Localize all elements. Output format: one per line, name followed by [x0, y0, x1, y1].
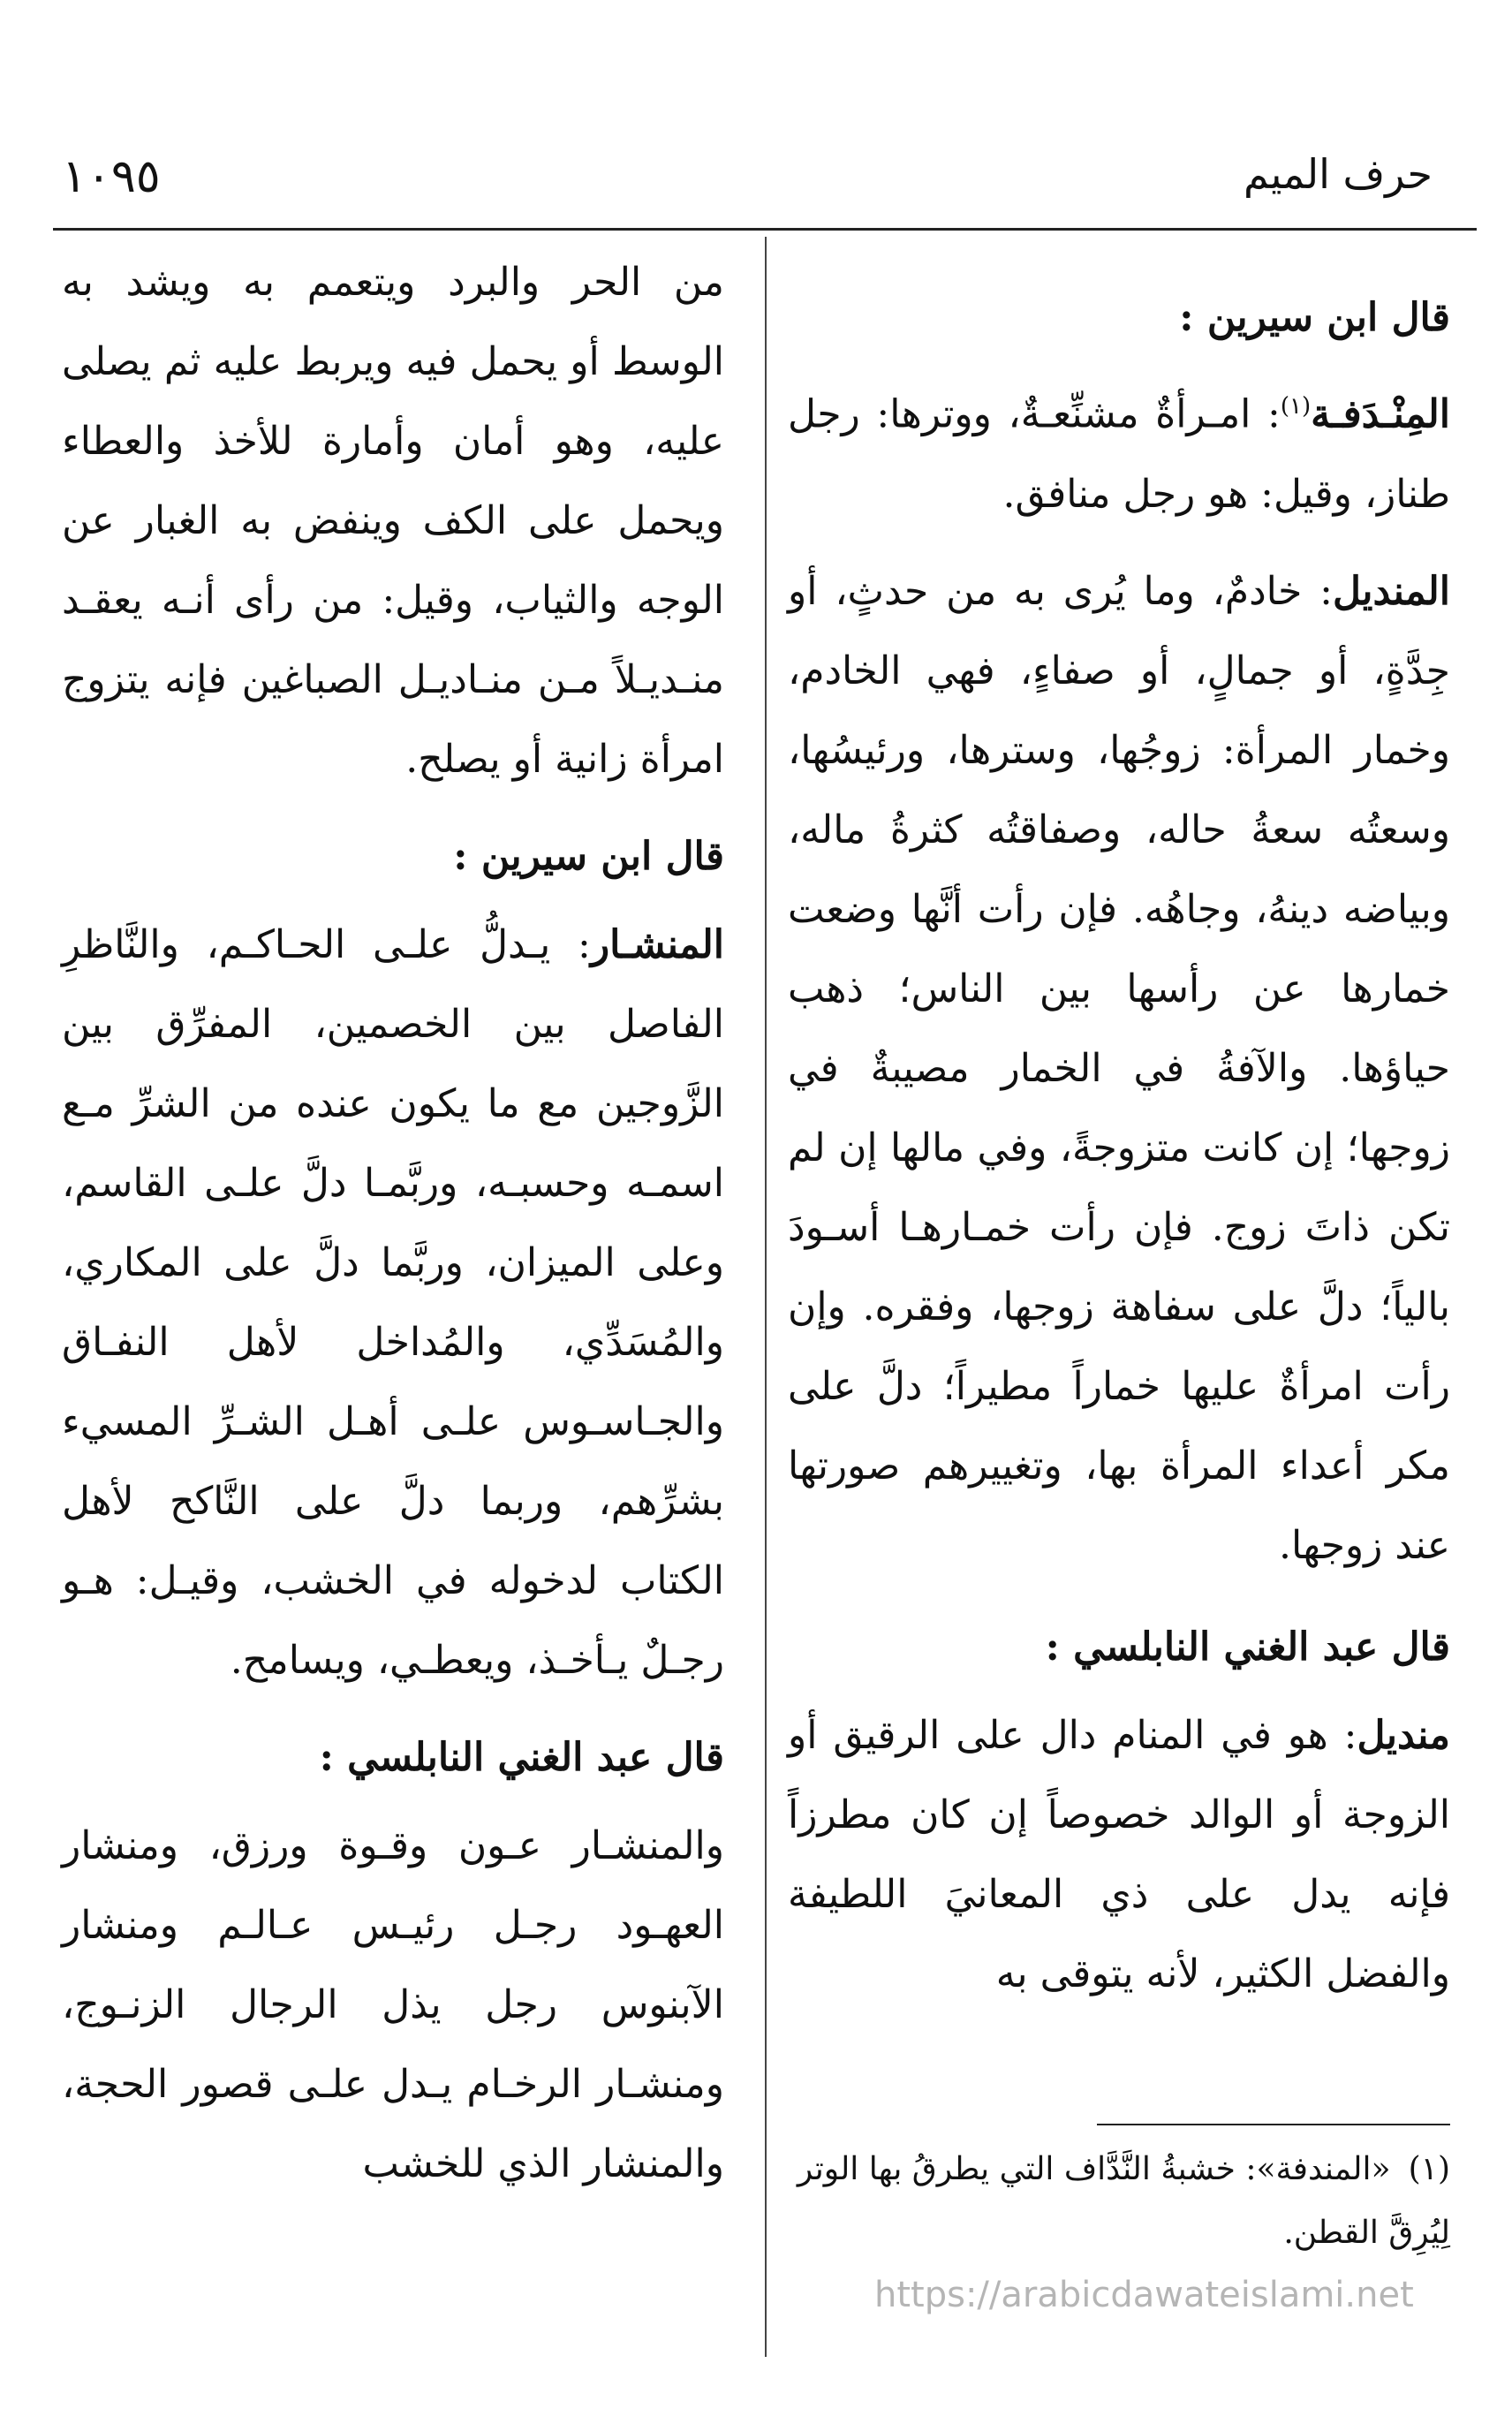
footnote-rule: [1097, 2124, 1450, 2125]
entry-text: : امـرأةٌ مشنِّعـةٌ، ووترها: رجل طناز، وقيل: هو رجل منافق.: [788, 391, 1450, 517]
page-header-title: حرف الميم: [1243, 150, 1433, 198]
entry-term: المِنْـدَفـة: [1311, 391, 1450, 437]
section-heading: قال عبد الغني النابلسي :: [1045, 1624, 1450, 1670]
footnote: [779, 2138, 1450, 2265]
continuation-paragraph: من الحر والبرد ويتعمم به ويشد به الوسط أو يحمل فيه ويربط عليه ثم يصلى عليه، وهو أمان وأمارة للأخذ والعطاء ويحمل على الكف وينفض به الغبار عن الوجه والثياب، وقيل: من رأى أنـه يعقـد منـديـلاً مـن منـاديـل الصباغين فإنه يتزوج امرأة زانية أو يصلح.: [62, 260, 724, 782]
footnote-reference[interactable]: (١): [1280, 393, 1312, 420]
entry-paragraph: [788, 367, 1450, 534]
entry-term: منديل: [1357, 1712, 1450, 1758]
column-divider: [765, 237, 767, 2357]
footnote-text: «المندفة»: خشبةُ النَّدَّاف التي يطرقُ بها الوتر لِيُرِقَّ القطن.: [797, 2151, 1450, 2251]
entry-paragraph: [788, 552, 1450, 1586]
entry-text: : خادمٌ، وما يُرى به من حدثٍ، أو جِدَّةٍ، أو جمالٍ، أو صفاءٍ، فهي الخادم، وخمار المرأة: زوجُها، وسترها، ورئيسُها، وسعتُه سعةُ حاله، وصفاقتُه كثرةُ ماله، وبياضه دينهُ، وجاهُه. فإن رأت أنَّها وضعت خمارها عن رأسها بين الناس؛ ذهب حياؤها. والآفةُ في الخمار مصيبةٌ في زوجها؛ إن كانت متزوجةً، وفي مالها إن لم تكن ذاتَ زوج. فإن رأت خمـارهـا أسـودَ بالياً؛ دلَّ على سفاهة زوجها، وفقره. وإن رأت امرأةٌ عليها خماراً مطيراً؛ دلَّ على مكر أعداء المرأة بها، وتغييرهم صورتها عند زوجها.: [788, 568, 1450, 1568]
entry-paragraph: والمنشـار عـون وقـوة ورزق، ومنشار العهـود رجـل رئيـس عـالـم ومنشار الآبنوس رجل يذل الرجال الزنـوج، ومنشـار الرخـام يـدل علـى قصور الحجة، والمنشار الذي للخشب: [62, 1823, 724, 2186]
section-heading: قال ابن سيرين :: [453, 834, 724, 879]
watermark-url: https://arabicdawateislami.net: [874, 2275, 1414, 2315]
page-number: ١٠٩٥: [62, 150, 161, 203]
entry-paragraph: [62, 905, 724, 1701]
section-heading: قال عبد الغني النابلسي :: [319, 1735, 724, 1780]
right-column: [788, 256, 1450, 2032]
footnote-number: (١): [1408, 2151, 1450, 2187]
entry-term: المنشـار: [590, 922, 724, 967]
left-column: [62, 243, 724, 2222]
header-rule: [53, 228, 1477, 231]
section-heading: قال ابن سيرين :: [1179, 295, 1450, 340]
entry-term: المنديل: [1332, 568, 1450, 614]
entry-paragraph: [788, 1696, 1450, 2014]
entry-text: : يـدلُّ علـى الحـاكـم، والنَّاظرِ الفاصل بين الخصمين، المفرِّق بين الزَّوجين مع ما يكون عنده من الشرِّ مـع اسمـه وحسبـه، وربَّمـا دلَّ علـى القاسم، وعلى الميزان، وربَّما دلَّ على المكاري، والمُسَدِّي، والمُداخل لأهل النفـاق والجـاسـوس علـى أهـل الشـرِّ المسيء بشرِّهم، وربما دلَّ على النَّاكح لأهل الكتاب لدخوله في الخشب، وقيـل: هـو رجـلٌ يـأخـذ، ويعطـي، ويسامح.: [62, 922, 725, 1683]
entry-text: : هو في المنام دال على الرقيق أو الزوجة أو الوالد خصوصاً إن كان مطرزاً فإنه يدل على ذي المعانيَ اللطيفة والفضل الكثير، لأنه يتوقى به: [788, 1712, 1450, 1996]
